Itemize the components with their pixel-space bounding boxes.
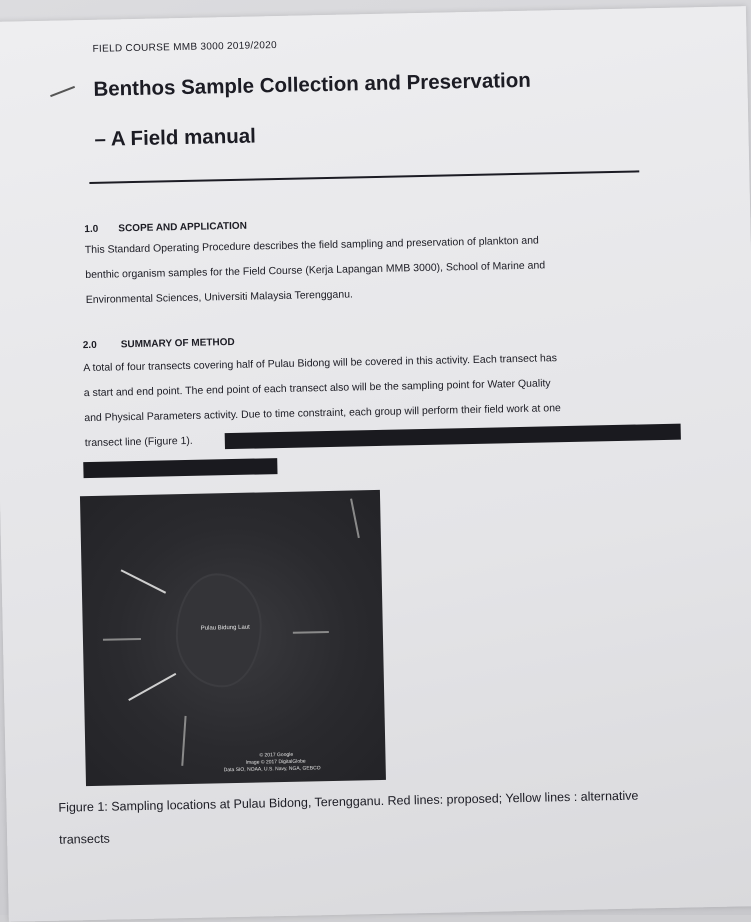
section-2-line-2: a start and end point. The end point of each transect also will be the sampling point for Water Quality — [83, 377, 551, 400]
transect-line — [351, 499, 360, 539]
map-figure — [80, 490, 386, 786]
section-1-line-2: benthic organism samples for the Field Course (Kerja Lapangan MMB 3000), School of Marine and — [85, 259, 546, 282]
transect-line — [182, 716, 187, 766]
transect-line — [121, 569, 166, 593]
section-2-line-1: A total of four transects covering half of Pulau Bidong will be covered in this activity. Each transect has — [83, 352, 558, 375]
figure-caption: Figure 1: Sampling locations at Pulau Bidong, Terengganu. Red lines: proposed; Yellow lines : alternative — [58, 788, 639, 815]
document-title-line-2: – A Field manual — [94, 124, 257, 151]
transect-line — [103, 638, 141, 640]
redaction-bar — [83, 458, 277, 478]
map-attribution-1: © 2017 Google — [259, 751, 294, 759]
section-2-line-3: and Physical Parameters activity. Due to time constraint, each group will perform their field work at one — [84, 402, 561, 425]
transect-line — [128, 673, 176, 701]
title-divider — [89, 170, 639, 184]
redaction-bar — [225, 424, 681, 450]
document-page — [0, 6, 751, 922]
section-2-number: 2.0 — [82, 339, 97, 352]
section-2-heading: SUMMARY OF METHOD — [120, 336, 235, 351]
pen-mark — [50, 86, 75, 97]
course-header: FIELD COURSE MMB 3000 2019/2020 — [92, 39, 278, 55]
map-attribution-3: Data SIO, NOAA, U.S. Navy, NGA, GEBCO — [223, 765, 321, 774]
section-1-heading: SCOPE AND APPLICATION — [118, 220, 247, 235]
figure-caption-continued: transects — [58, 831, 110, 847]
map-place-label: Pulau Bidung Laut — [200, 624, 250, 632]
document-title-line-1: Benthos Sample Collection and Preservation — [93, 68, 532, 101]
section-2-line-4: transect line (Figure 1). — [84, 434, 193, 450]
section-1-line-3: Environmental Sciences, Universiti Malaysia Terengganu. — [85, 288, 354, 307]
transect-line — [293, 631, 329, 633]
map-attribution-2: Image © 2017 DigitalGlobe — [245, 758, 306, 766]
section-1-number: 1.0 — [84, 223, 99, 236]
section-1-line-1: This Standard Operating Procedure describes the field sampling and preservation of plankton and — [84, 234, 539, 257]
